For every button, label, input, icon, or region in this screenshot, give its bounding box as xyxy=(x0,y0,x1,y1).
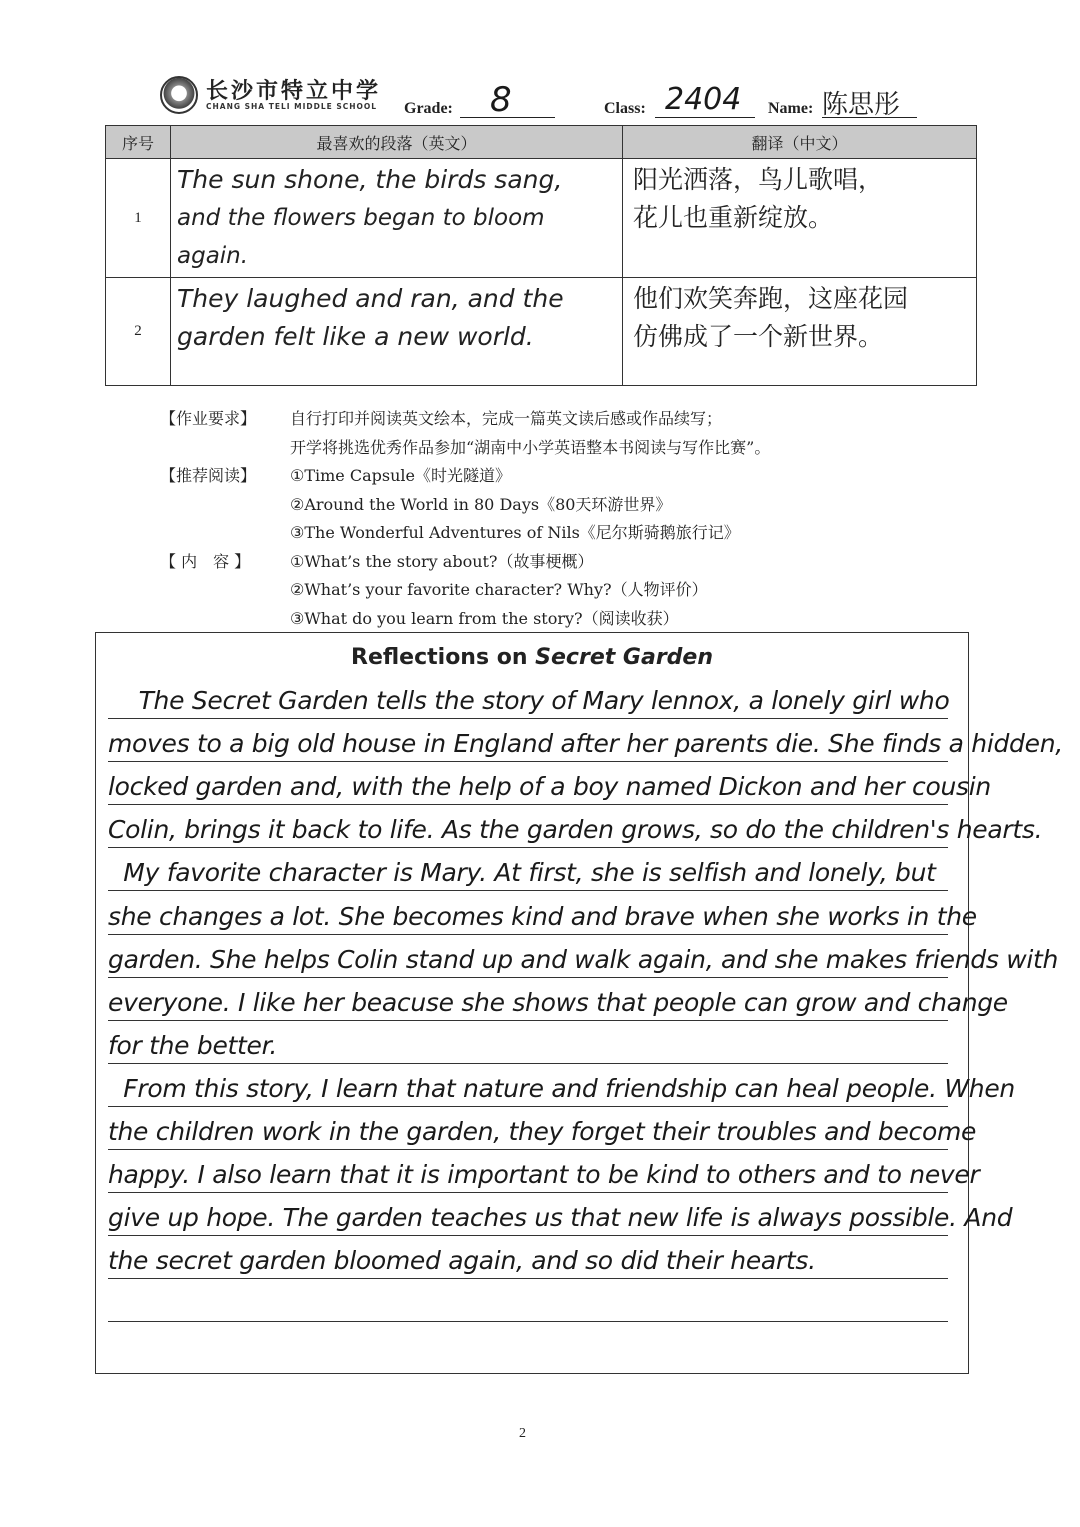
english-paragraph xyxy=(171,159,623,278)
favorite-paragraphs-table xyxy=(105,125,977,386)
name-label: Name: xyxy=(768,100,814,117)
class-line xyxy=(655,117,755,118)
row-number: 2 xyxy=(106,278,171,386)
english-line: The sun shone, the birds sang, xyxy=(177,165,563,194)
essay-rule-line xyxy=(108,1149,948,1150)
col-header-english: 最喜欢的段落（英文） xyxy=(171,126,623,159)
essay-rule-line xyxy=(108,847,948,848)
col-header-number: 序号 xyxy=(106,126,171,159)
english-line: and the flowers began to bloom again. xyxy=(177,205,545,269)
grade-label: Grade: xyxy=(404,100,453,117)
essay-line: garden. She helps Colin stand up and walk again, and she makes friends with xyxy=(108,944,1059,974)
essay-rule-line xyxy=(108,1192,948,1193)
essay-line: the secret garden bloomed again, and so did their hearts. xyxy=(108,1246,816,1276)
essay-rule-line xyxy=(108,718,948,719)
essay-line: locked garden and, with the help of a boy named Dickon and her cousin xyxy=(108,772,991,802)
english-line: garden felt like a new world. xyxy=(177,322,534,351)
homework-label: 【作业要求】 xyxy=(160,409,257,428)
essay-rule-line xyxy=(108,1020,948,1021)
table-row xyxy=(106,159,977,278)
table-header-row xyxy=(106,126,977,159)
page-number: 2 xyxy=(519,1426,526,1441)
reading-item: ③The Wonderful Adventures of Nils《尼尔斯骑鹅旅行记》 xyxy=(290,523,740,542)
essay-rule-line xyxy=(108,1235,948,1236)
essay-rule-line xyxy=(108,1063,948,1064)
school-name-cn: 长沙市特立中学 xyxy=(206,78,382,104)
row-number: 1 xyxy=(106,159,171,278)
reading-label: 【推荐阅读】 xyxy=(160,466,257,485)
school-name-en: CHANG SHA TELI MIDDLE SCHOOL xyxy=(206,102,378,111)
essay-line: happy. I also learn that it is important to be kind to others and to never xyxy=(108,1160,980,1190)
content-item: ①What’s the story about?（故事梗概） xyxy=(290,552,594,571)
chinese-line: 阳光洒落，鸟儿歌唱， xyxy=(633,165,884,194)
essay-line: she changes a lot. She becomes kind and brave when she works in the xyxy=(108,901,977,931)
essay-title xyxy=(95,645,969,670)
class-label: Class: xyxy=(604,100,646,117)
content-item: ②What’s your favorite character? Why?（人物评价） xyxy=(290,580,708,599)
essay-rule-line xyxy=(108,977,948,978)
essay-line: From this story, I learn that nature and friendship can heal people. When xyxy=(108,1073,1015,1103)
class-value: 2404 xyxy=(665,82,742,117)
homework-line: 自行打印并阅读英文绘本，完成一篇英文读后感或作品续写； xyxy=(290,409,723,428)
school-logo-icon xyxy=(160,76,198,114)
essay-rule-line xyxy=(108,934,948,935)
content-label: 【 内 容 】 xyxy=(160,552,251,571)
essay-line: The Secret Garden tells the story of Mary lennox, a lonely girl who xyxy=(108,686,950,715)
chinese-line: 花儿也重新绽放。 xyxy=(633,203,834,232)
col-header-chinese: 翻译（中文） xyxy=(623,126,977,159)
essay-rule-line xyxy=(108,1278,948,1279)
essay-title-book: Secret Garden xyxy=(535,645,713,670)
essay-line: My favorite character is Mary. At first, she is selfish and lonely, but xyxy=(108,858,936,888)
essay-rule-line xyxy=(108,761,948,762)
essay-title-prefix: Reflections on xyxy=(351,645,536,670)
name-value: 陈思彤 xyxy=(822,90,901,120)
chinese-line: 仿佛成了一个新世界。 xyxy=(633,322,884,351)
essay-line: the children work in the garden, they forget their troubles and become xyxy=(108,1117,977,1146)
english-paragraph xyxy=(171,278,623,386)
table-row xyxy=(106,278,977,386)
reading-item: ①Time Capsule《时光隧道》 xyxy=(290,466,511,485)
content-item: ③What do you learn from the story?（阅读收获） xyxy=(290,609,679,628)
essay-line: everyone. I like her beacuse she shows that people can grow and change xyxy=(108,987,1008,1017)
essay-rule-line xyxy=(108,804,948,805)
essay-line: give up hope. The garden teaches us that new life is always possible. And xyxy=(108,1203,1013,1233)
essay-line: for the better. xyxy=(108,1030,277,1060)
essay-line: Colin, brings it back to life. As the garden grows, so do the children's hearts. xyxy=(108,815,1043,845)
essay-line: moves to a big old house in England after her parents die. She finds a hidden, xyxy=(108,729,1063,759)
chinese-line: 他们欢笑奔跑，这座花园 xyxy=(633,284,909,313)
grade-value: 8 xyxy=(490,80,512,120)
reading-item: ②Around the World in 80 Days《80天环游世界》 xyxy=(290,495,672,514)
essay-rule-line xyxy=(108,890,948,891)
essay-rule-line xyxy=(108,1321,948,1322)
chinese-translation xyxy=(623,159,977,278)
english-line: They laughed and ran, and the xyxy=(177,284,564,313)
homework-line: 开学将挑选优秀作品参加“湖南中小学英语整本书阅读与写作比赛”。 xyxy=(290,438,771,457)
chinese-translation xyxy=(623,278,977,386)
essay-rule-line xyxy=(108,1106,948,1107)
